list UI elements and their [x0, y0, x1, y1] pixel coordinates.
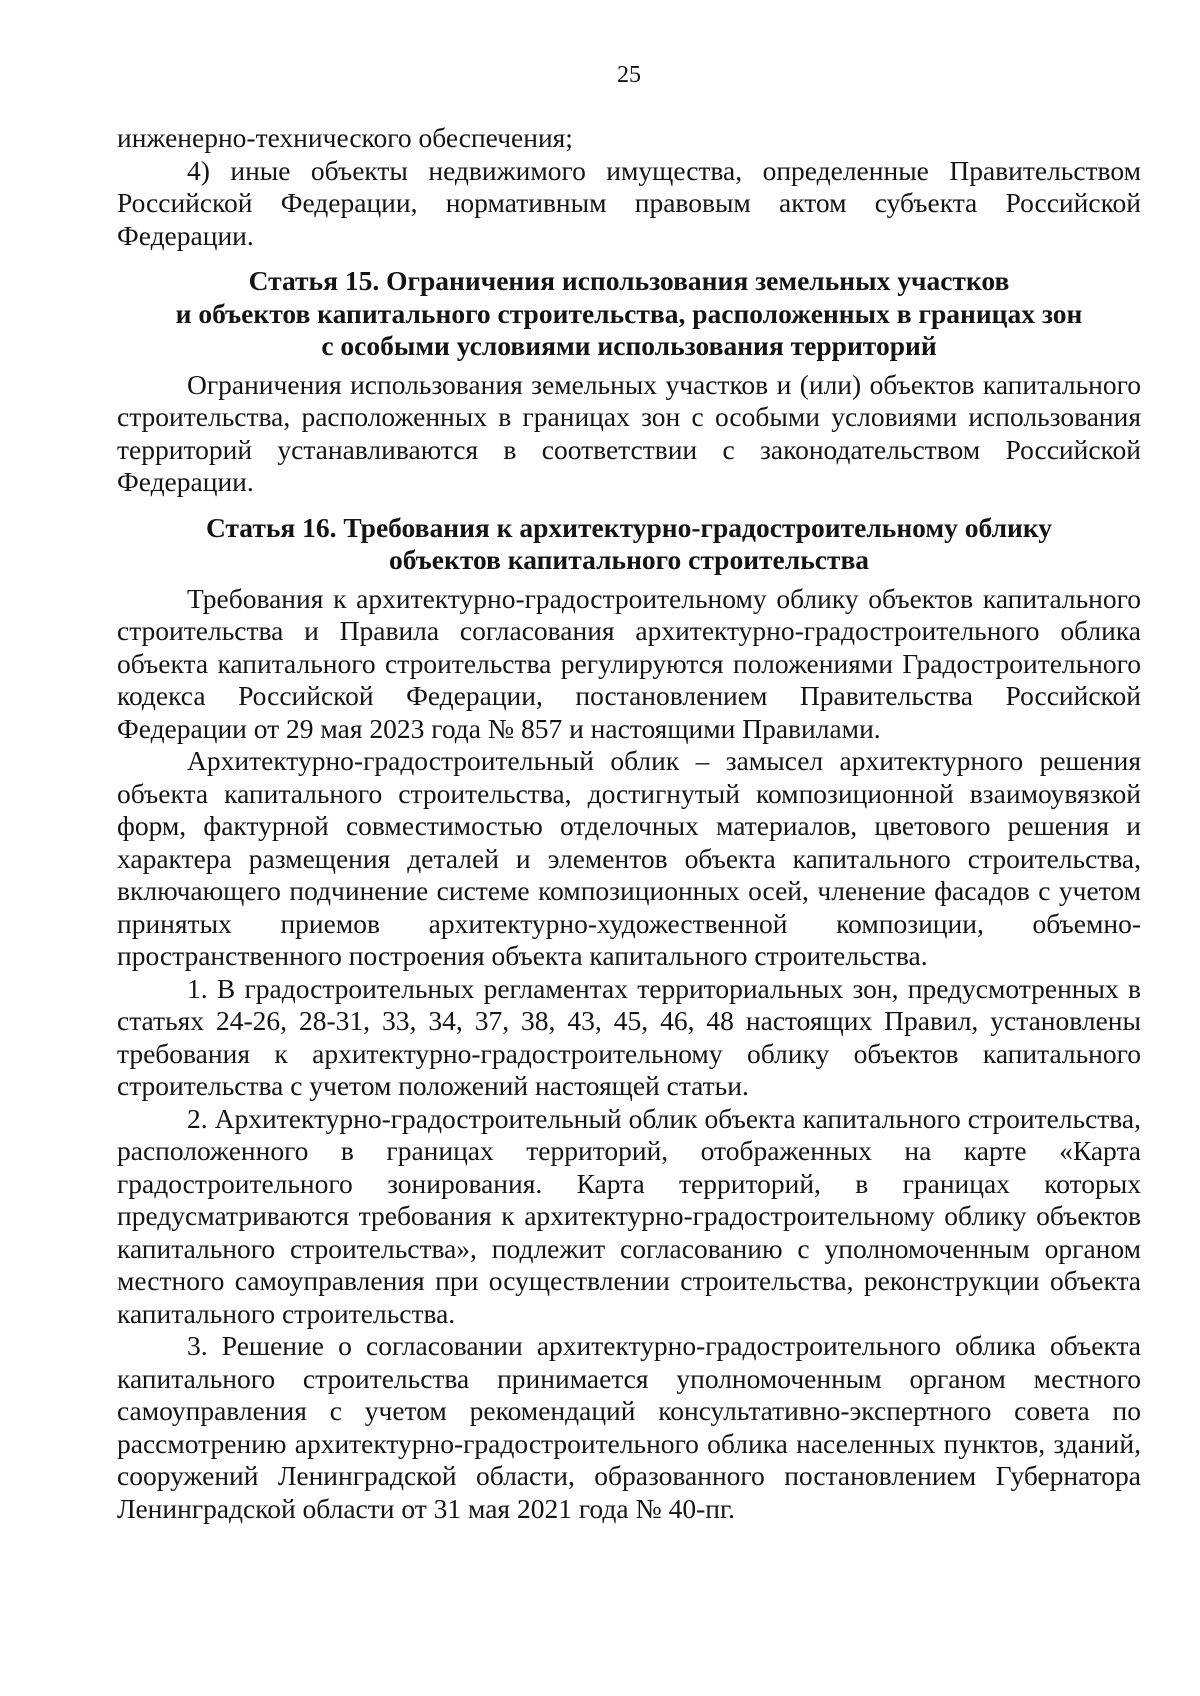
heading-line: Статья 16. Требования к архитектурно-градостроительному облику: [205, 511, 1053, 543]
article-16-item-3: 3. Решение о согласовании архитектурно-градостроительного облика объекта капитального строительства принимается уполномоченным органом местного самоуправления с учетом рекомендаций консультативно-экспертного совета по рассмотрению архитектурно-градостроительного облика населенных пунктов, зданий, сооружений Ленинградской области, образованного постановлением Губернатора Ленинградской области от 31 мая 2021 года № 40-пг.: [117, 1330, 1141, 1524]
article-15-heading: [117, 265, 1141, 363]
article-16-item-2: 2. Архитектурно-градостроительный облик объекта капитального строительства, расположенного в границах территорий, отображенных на карте «Карта градостроительного зонирования. Карта территорий, в границах которых предусматриваются требования к архитектурно-градостроительному облику объектов капитального строительства», подлежит согласованию с уполномоченным органом местного самоуправления при осуществлении строительства, реконструкции объекта капитального строительства.: [117, 1102, 1141, 1329]
heading-line: и объектов капитального строительства, расположенных в границах зон: [175, 297, 1083, 329]
document-page: [117, 60, 1141, 1525]
article-16-paragraph-requirements: Требования к архитектурно-градостроительному облику объектов капитального строительства и Правила согласования архитектурно-градостроительного облика объекта капитального строительства регулируются положениями Градостроительного кодекса Российской Федерации, постановлением Правительства Российской Федерации от 29 мая 2023 года № 857 и настоящими Правилами.: [117, 582, 1141, 744]
page-number: 25: [617, 62, 641, 88]
article-16-heading: [117, 512, 1141, 577]
heading-line: с особыми условиями использования территорий: [321, 330, 937, 361]
article-15-paragraph: Ограничения использования земельных участков и (или) объектов капитального строительства, расположенных в границах зон с особыми условиями использования территорий устанавливаются в соответствии с законодательством Российской Федерации.: [117, 368, 1141, 497]
heading-line: объектов капитального строительства: [388, 544, 870, 575]
paragraph-item-4: 4) иные объекты недвижимого имущества, определенные Правительством Российской Федерации, нормативным правовым актом субъекта Российской Федерации.: [117, 154, 1141, 251]
paragraph-continuation: инженерно-технического обеспечения;: [117, 122, 573, 153]
heading-line: Статья 15. Ограничения использования земельных участков: [248, 265, 1010, 296]
article-16-item-1: 1. В градостроительных регламентах территориальных зон, предусмотренных в статьях 24-26, 28-31, 33, 34, 37, 38, 43, 45, 46, 48 настоящих Правил, установлены требования к архитектурно-градостроительному облику объектов капитального строительства с учетом положений настоящей статьи.: [117, 972, 1141, 1101]
article-16-paragraph-definition: Архитектурно-градостроительный облик – замысел архитектурного решения объекта капитального строительства, достигнутый композиционной взаимоувязкой форм, фактурной совместимостью отделочных материалов, цветового решения и характера размещения деталей и элементов объекта капитального строительства, включающего подчинение системе композиционных осей, членение фасадов с учетом принятых приемов архитектурно-художественной композиции, объемно-пространственного построения объекта капитального строительства.: [117, 745, 1141, 971]
